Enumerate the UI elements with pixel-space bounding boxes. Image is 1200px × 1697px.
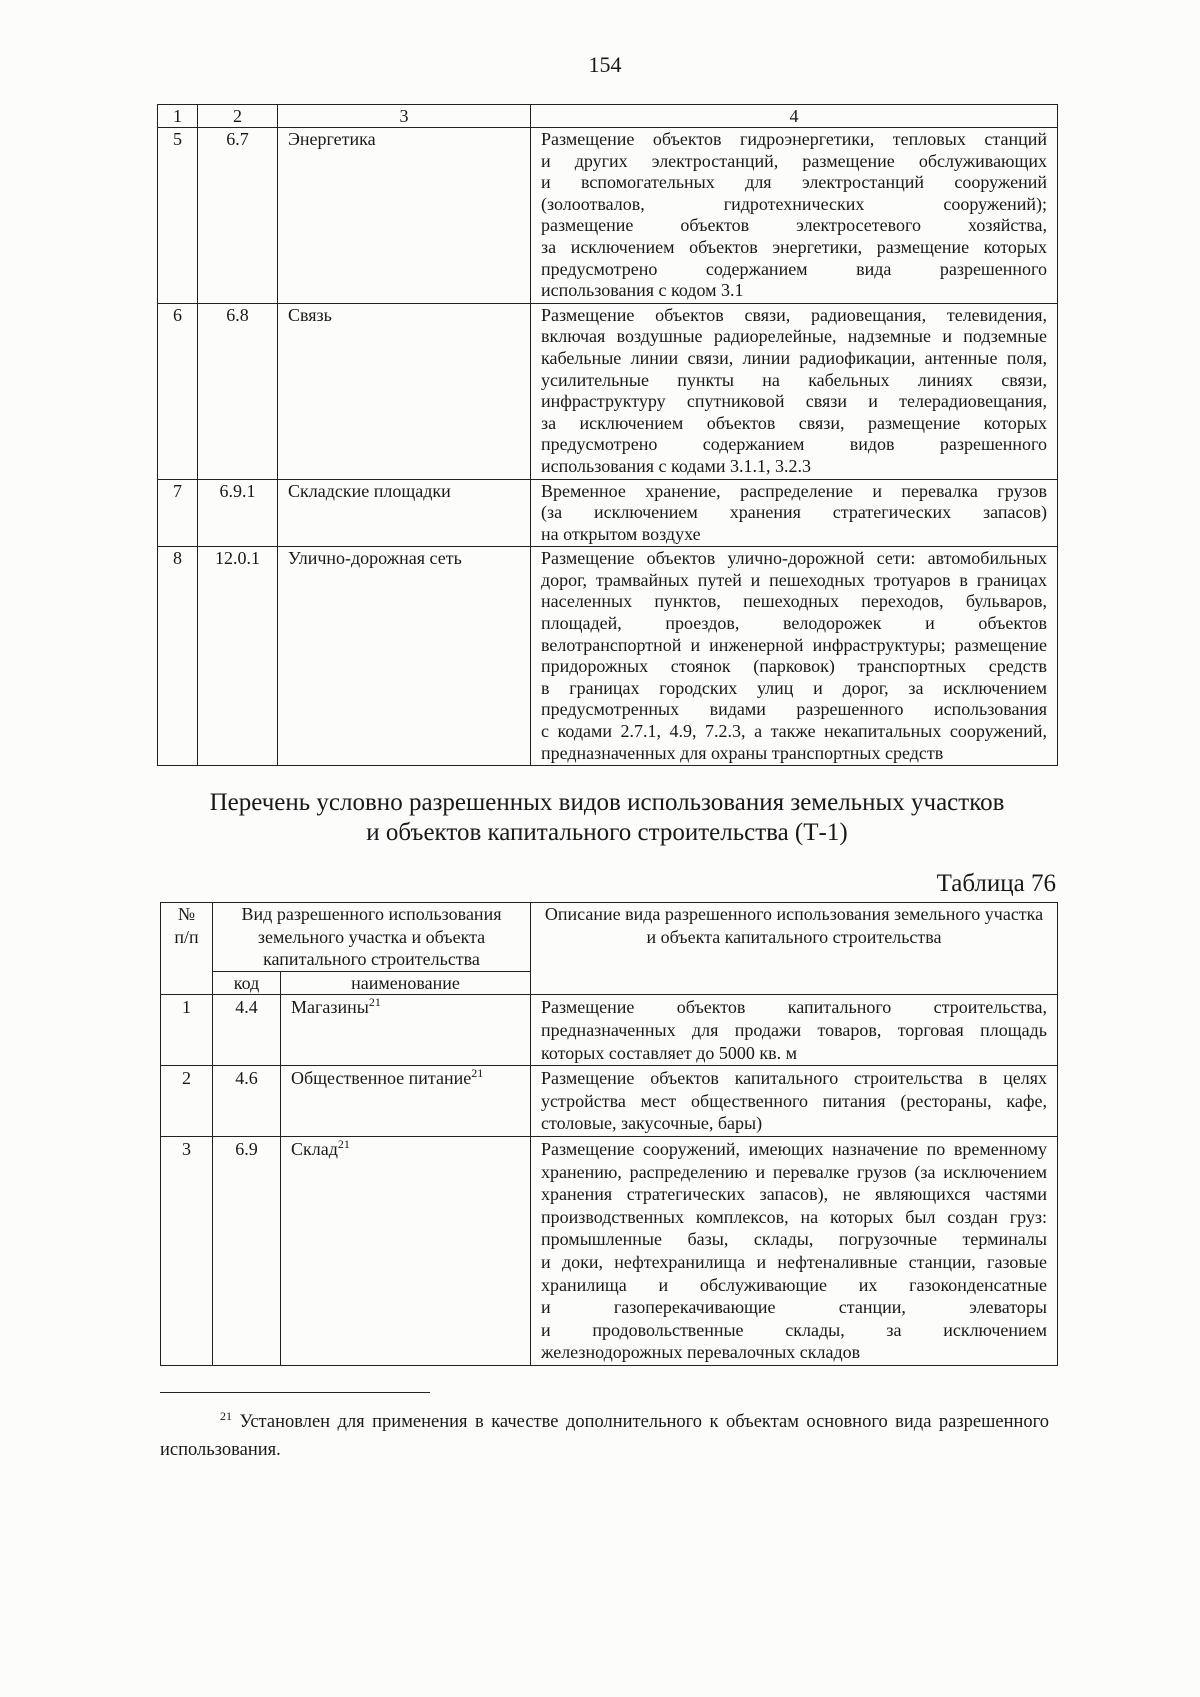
header-name [281,971,531,995]
conditional-use-table [160,902,1058,1366]
use-code: 4.6 [235,1068,258,1089]
use-name-text: Магазины [291,997,369,1018]
description-line: и газоперекачивающие станции, элеваторы [541,1297,1048,1318]
table-row [161,1136,1058,1365]
column-number: 1 [158,105,198,128]
footnote-separator [160,1392,430,1393]
code-cell [213,995,281,1066]
row-number: 8 [173,548,182,569]
row-number-cell [158,303,198,479]
use-code: 12.0.1 [215,548,260,569]
column-number: 2 [198,105,278,128]
description-line: предусмотрено содержанием видов разрешенного [541,434,1047,455]
use-code: 6.9 [235,1138,258,1159]
use-name [291,1138,520,1161]
code-cell [198,128,278,304]
name-cell [278,547,531,766]
use-name-text: Склад [291,1138,338,1159]
row-number-cell [158,128,198,304]
description-line: использования с кодом 3.1 [541,280,744,301]
row-number-cell [161,1136,213,1365]
description-line: включая воздушные радиорелейные, надземные и подземные [541,326,1047,347]
description-line: и вспомогательных для электростанций сооружений [541,172,1047,193]
table-row [158,303,1058,479]
footnote [160,1408,1049,1464]
row-number: 3 [182,1138,191,1159]
header-line: Описание вида разрешенного использования земельного участка [544,904,1044,924]
description-cell [531,303,1058,479]
description-cell [531,995,1058,1066]
header-line: Вид разрешенного использования [241,904,502,924]
column-number: 3 [278,105,531,128]
footnote-ref: 21 [368,995,381,1010]
code-cell [198,479,278,547]
header-line: п/п [174,926,199,947]
use-name: Энергетика [288,129,376,149]
name-cell [281,995,531,1066]
use-name-text: Общественное питание [291,1068,472,1089]
description-line: предусмотренных видами разрешенного использования [541,699,1047,720]
description-cell [531,1136,1058,1365]
header-line: капитального строительства [263,949,480,970]
description-cell [531,128,1058,304]
header-line: и объекта капитального строительства [646,926,942,947]
header-line: наименование [351,972,460,993]
row-number-cell [158,547,198,766]
table-row [158,547,1058,766]
description-line: Размещение объектов капитального строительства в целях [541,1068,1048,1089]
use-name [291,1067,520,1090]
header-line: код [233,972,260,993]
description-line: инфраструктуру спутниковой связи и телерадиовещания, [541,391,1047,412]
description-line: населенных пунктов, пешеходных переходов, бульваров, [541,591,1047,612]
table-row [161,1066,1058,1137]
code-cell [198,303,278,479]
footnote-ref: 21 [337,1136,350,1151]
table-row [161,995,1058,1066]
use-code: 6.9.1 [219,480,256,501]
use-name [291,996,520,1019]
code-cell [213,1066,281,1137]
table-row [158,128,1058,304]
description-line: устройства мест общественного питания (рестораны, кафе, [541,1090,1048,1111]
header-code [213,971,281,995]
description-line: использования с кодами 3.1.1, 3.2.3 [541,455,811,476]
row-number: 5 [173,129,182,149]
description-line: и других электростанций, размещение обслуживающих [541,150,1047,171]
description-line: которых составляет до 5000 кв. м [541,1042,798,1063]
table-header-row [161,903,1058,972]
header-line: № [177,904,196,924]
row-number-cell [161,995,213,1066]
description-line: (золоотвалов, гидротехнических сооружений); [541,193,1047,214]
description-line: за исключением объектов связи, размещение которых [541,412,1047,433]
description-cell [531,1066,1058,1137]
description-line: Размещение сооружений, имеющих назначение по временному [541,1138,1048,1159]
use-name: Связь [288,304,332,325]
row-number: 2 [182,1068,191,1089]
use-code: 6.7 [226,129,249,149]
code-cell [213,1136,281,1365]
name-cell [281,1066,531,1137]
name-cell [278,479,531,547]
use-name: Улично-дорожная сеть [288,548,462,569]
description-line: Размещение объектов капитального строительства, [541,997,1048,1018]
footnote-line: использования. [160,1440,281,1460]
description-line: и доки, нефтехранилища и нефтеналивные станции, газовые [541,1251,1048,1272]
description-line: (за исключением хранения стратегических запасов) [541,502,1047,523]
description-line: предназначенных для охраны транспортных средств [541,742,944,763]
row-number: 1 [182,997,191,1018]
description-line: и продовольственные склады, за исключением [541,1319,1048,1340]
row-number-cell [161,1066,213,1137]
description-line: хранения стратегических запасов), не являющихся частями [541,1184,1048,1205]
header-line: земельного участка и объекта [257,926,486,947]
description-line: Временное хранение, распределение и перевалка грузов [541,480,1047,501]
description-line: столовые, закусочные, бары) [541,1113,763,1134]
table-row [158,479,1058,547]
heading-line: Перечень условно разрешенных видов использования земельных участков [209,789,1005,816]
header-number [161,903,213,995]
code-cell [198,547,278,766]
row-number: 6 [173,304,182,325]
description-line: усилительные пункты на кабельных линиях связи, [541,369,1047,390]
description-line: кабельные линии связи, линии радиофикации, антенные поля, [541,347,1047,368]
description-line: Размещение объектов улично-дорожной сети: автомобильных [541,548,1047,569]
description-line: площадей, проездов, велодорожек и объектов [541,613,1047,634]
description-line: за исключением объектов энергетики, размещение которых [541,236,1047,257]
use-code: 6.8 [226,304,249,325]
description-line: Размещение объектов связи, радиовещания, телевидения, [541,304,1047,325]
footnote-ref: 21 [471,1066,484,1081]
name-cell [281,1136,531,1365]
name-cell [278,128,531,304]
land-use-table-continuation [157,104,1058,766]
footnote-line [220,1408,1049,1436]
description-line: размещение объектов электросетевого хозяйства, [541,215,1047,236]
description-line: с кодами 2.7.1, 4.9, 7.2.3, а также некапитальных сооружений, [541,721,1047,742]
name-cell [278,303,531,479]
description-line: придорожных стоянок (парковок) транспортных средств [541,656,1047,677]
description-line: на открытом воздухе [541,523,701,544]
header-use-kind [213,903,531,972]
page-number: 154 [588,52,622,77]
column-number-row [158,105,1058,128]
description-line: Размещение объектов гидроэнергетики, тепловых станций [541,129,1047,149]
row-number-cell [158,479,198,547]
description-line: хранилища и обслуживающие их газоконденсатные [541,1274,1048,1295]
description-cell [531,479,1058,547]
description-line: дорог, трамвайных путей и пешеходных тротуаров в границах [541,569,1047,590]
row-number: 7 [173,480,182,501]
description-line: производственных комплексов, на которых был создан груз: [541,1206,1048,1227]
description-cell [531,547,1058,766]
heading-line: и объектов капитального строительства (Т-1) [366,819,848,846]
footnote-mark: 21 [220,1409,232,1423]
description-line: промышленные базы, склады, погрузочные терминалы [541,1229,1048,1250]
description-line: железнодорожных перевалочных складов [541,1342,861,1363]
use-code: 4.4 [235,997,258,1018]
header-description [531,903,1058,995]
footnote-text: Установлен для применения в качестве дополнительного к объектам основного вида разрешенного [239,1412,1050,1432]
description-line: хранению, распределению и перевалке грузов (за исключением [541,1161,1048,1182]
use-name: Складские площадки [288,480,451,501]
description-line: велотранспортной и инженерной инфраструктуры; размещение [541,634,1047,655]
description-line: предусмотрено содержанием вида разрешенного [541,258,1047,279]
section-heading [107,788,1107,848]
description-line: предназначенных для продажи товаров, торговая площадь [541,1019,1048,1040]
column-number: 4 [531,105,1058,128]
table-caption: Таблица 76 [936,870,1056,897]
description-line: в границах городских улиц и дорог, за исключением [541,677,1047,698]
